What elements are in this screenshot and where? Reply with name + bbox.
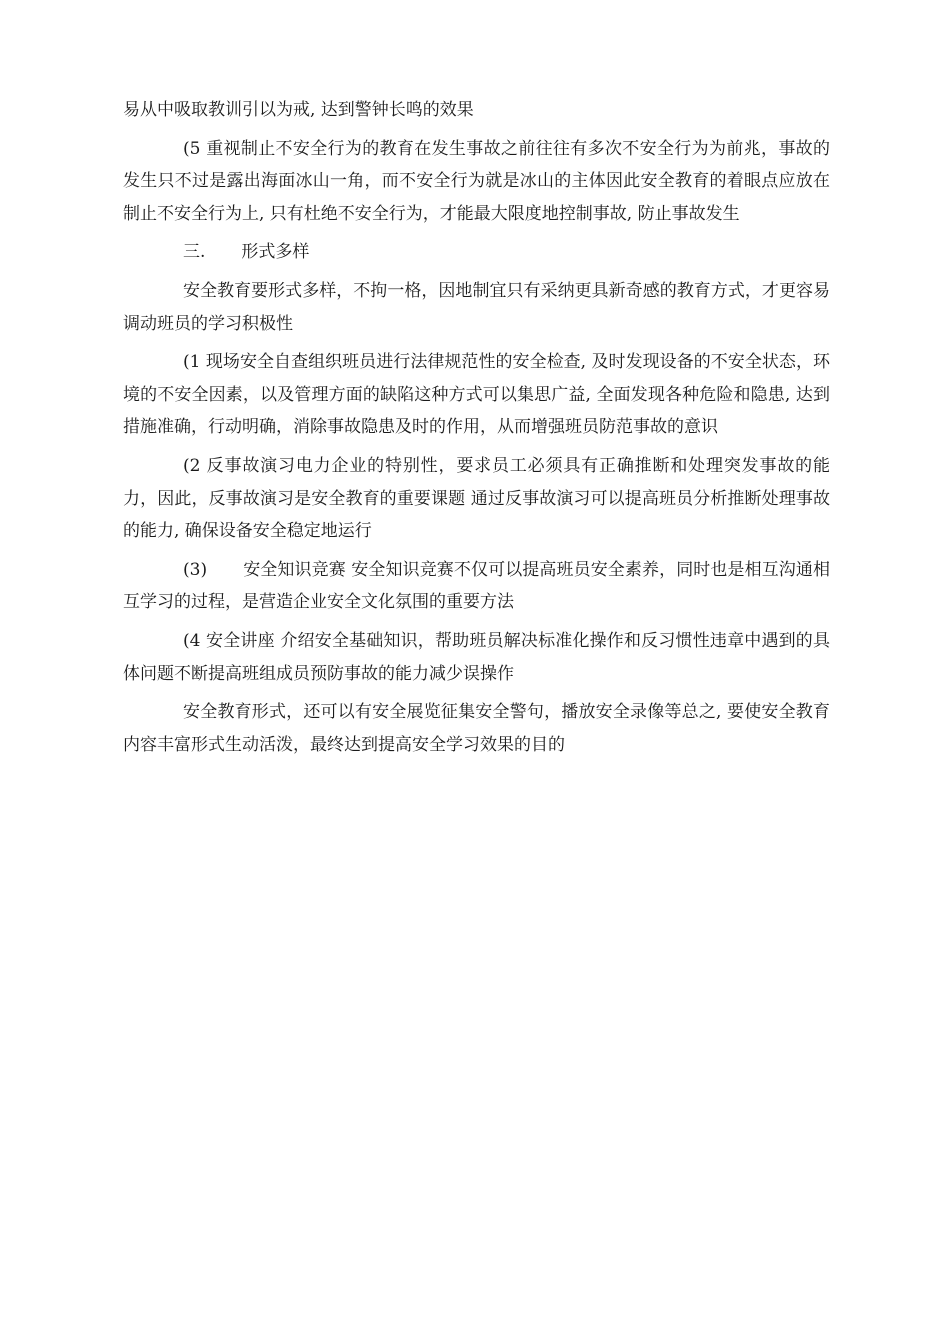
- section-number: 三.: [183, 242, 206, 263]
- section-heading: [123, 236, 830, 269]
- section-title: 形式多样: [241, 242, 310, 263]
- paragraph-item-3: [123, 554, 830, 619]
- paragraph-item-2: (2 反事故演习电力企业的特别性，要求员工必须具有正确推断和处理突发事故的能力，因此，反事故演习是安全教育的重要课题 通过反事故演习可以提高班员分析推断处理事故的能力, 确保设备安全稳定地运行: [123, 455, 830, 542]
- paragraph-item-4: (4 安全讲座 介绍安全基础知识，帮助班员解决标准化操作和反习惯性违章中遇到的具体问题不断提高班组成员预防事故的能力减少误操作: [123, 630, 830, 684]
- item-3-text: 安全知识竞赛 安全知识竞赛不仅可以提高班员安全素养，同时也是相互沟通相互学习的过程，是营造企业安全文化氛围的重要方法: [123, 559, 830, 613]
- paragraph-intro: 安全教育要形式多样，不拘一格，因地制宜只有采纳更具新奇感的教育方式，才更容易调动班员的学习积极性: [123, 280, 830, 334]
- paragraph-item-5: (5 重视制止不安全行为的教育在发生事故之前往往有多次不安全行为为前兆，事故的发生只不过是露出海面冰山一角，而不安全行为就是冰山的主体因此安全教育的着眼点应放在制止不安全行为上, 只有杜绝不安全行为，才能最大限度地控制事故, 防止事故发生: [123, 138, 830, 224]
- paragraph-conclusion: 安全教育形式，还可以有安全展览征集安全警句，播放安全录像等总之, 要使安全教育内容丰富形式生动活泼，最终达到提高安全学习效果的目的: [123, 702, 830, 755]
- paragraph-item-1: (1 现场安全自查组织班员进行法律规范性的安全检查, 及时发现设备的不安全状态，环境的不安全因素，以及管理方面的缺陷这种方式可以集思广益, 全面发现各种危险和隐患, 达到措施准确，行动明确，消除事故隐患及时的作用，从而增强班员防范事故的意识: [123, 352, 830, 438]
- item-3-number: (3): [183, 559, 208, 580]
- paragraph-continuation: 易从中吸取教训引以为戒, 达到警钟长鸣的效果: [123, 100, 474, 120]
- document-body: [123, 94, 830, 767]
